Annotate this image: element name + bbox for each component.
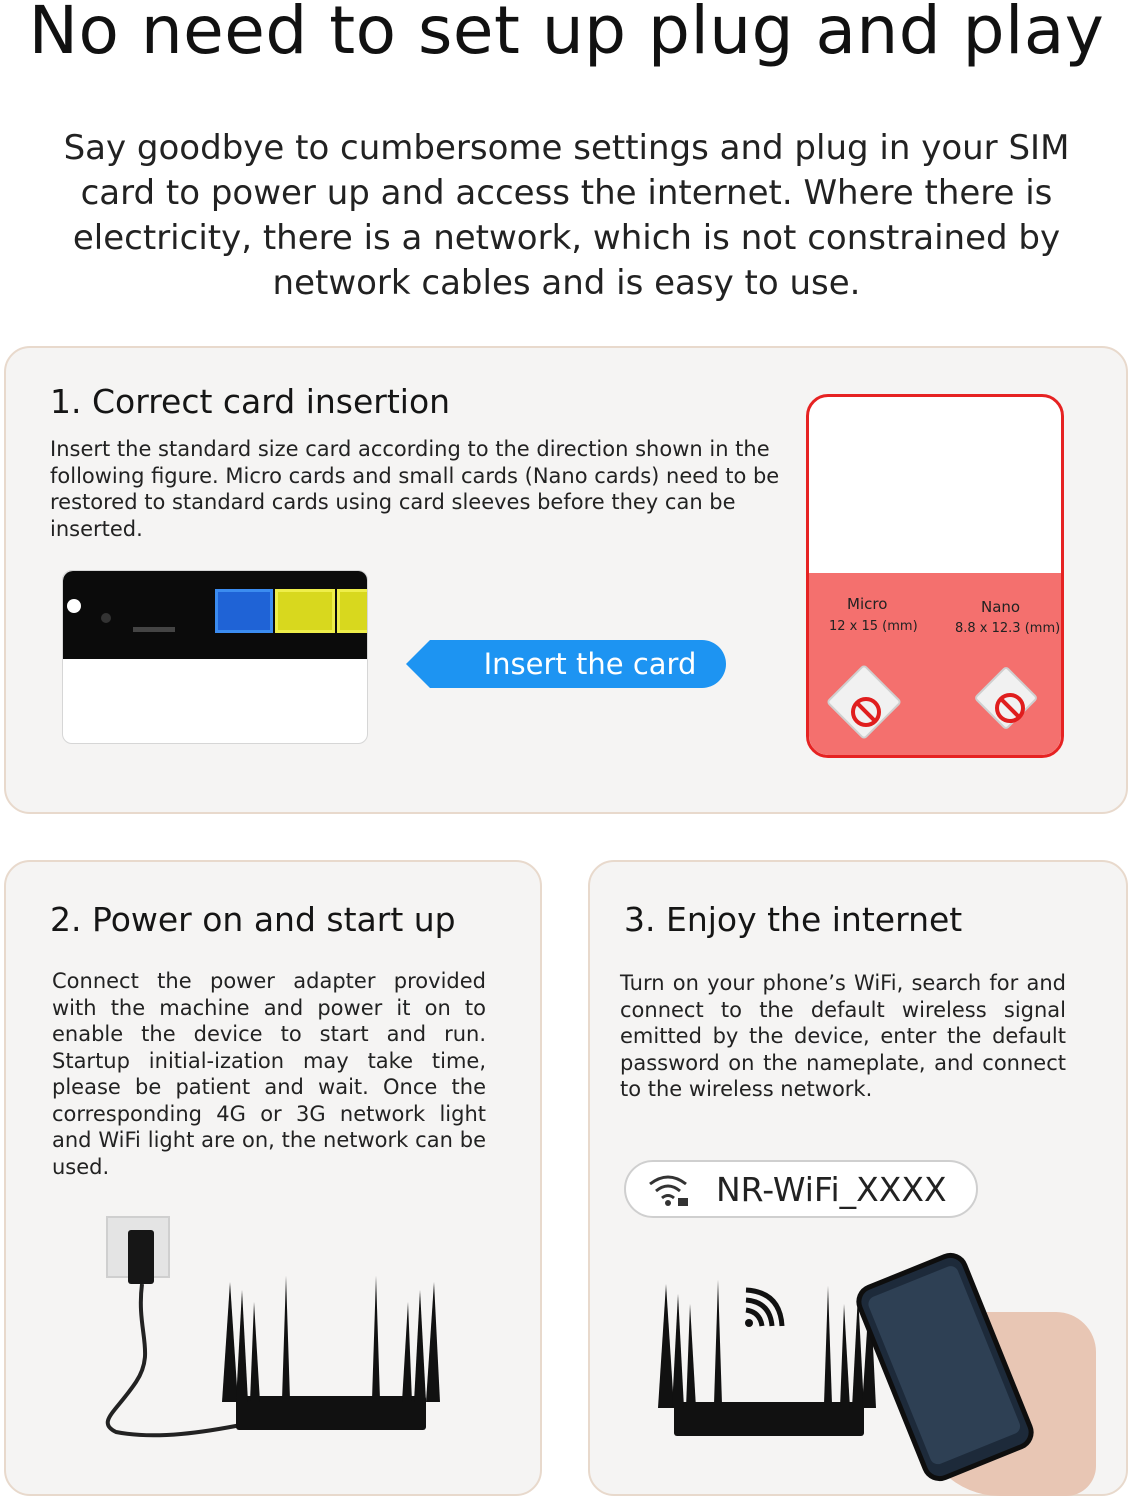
step1-panel bbox=[4, 346, 1128, 814]
wifi-lock-icon bbox=[646, 1172, 690, 1208]
sim-card-diagram bbox=[806, 394, 1064, 758]
wifi-signal-icon bbox=[740, 1280, 792, 1332]
step2-panel bbox=[4, 860, 542, 1496]
brand-logo-icon bbox=[67, 599, 81, 613]
micro-label: Micro bbox=[847, 595, 888, 613]
router-back-panel-image bbox=[62, 570, 368, 744]
nano-prohibited-icon bbox=[995, 693, 1025, 723]
micro-prohibited-icon bbox=[851, 697, 881, 727]
intro-text: Say goodbye to cumbersome settings and plug in your SIM card to power up and access the internet. Where there is electricity, there is a network, which is not constrained by network cables and is easy to use. bbox=[63, 128, 1070, 303]
wifi-network-item bbox=[624, 1160, 978, 1218]
step1-body: Insert the standard size card according to the direction shown in the following figure. Micro cards and small cards (Nano cards) need to be restored to standard cards using card sleeves before they can be inserted. bbox=[50, 437, 780, 541]
lan-port-yellow-2 bbox=[337, 589, 368, 633]
nano-label: Nano bbox=[981, 598, 1021, 616]
step3-panel bbox=[588, 860, 1128, 1496]
step2-title: 2. Power on and start up bbox=[50, 900, 456, 939]
lan-port-yellow bbox=[275, 589, 335, 633]
step2-body: Connect the power adapter provided with the machine and power it on to enable the device to start and run. Startup initial-ization may take time, please be patient and wait. Once the corresponding 4G or 3G network light and WiFi light are on, the network can be used. bbox=[52, 969, 486, 1179]
insert-card-arrow-label: Insert the card bbox=[430, 640, 726, 688]
nano-size: 8.8 x 12.3 (mm) bbox=[955, 621, 1061, 636]
router-with-cable-icon bbox=[96, 1272, 456, 1452]
step1-title: 1. Correct card insertion bbox=[50, 382, 451, 421]
sim-slot bbox=[133, 627, 175, 632]
lan-port-blue bbox=[215, 589, 273, 633]
page-headline: No need to set up plug and play bbox=[28, 0, 1105, 69]
step3-title: 3. Enjoy the internet bbox=[624, 900, 963, 939]
wifi-ssid: NR-WiFi_XXXX bbox=[716, 1170, 947, 1209]
step3-body: Turn on your phone’s WiFi, search for and connect to the default wireless signal emitted by the device, enter the default password on the nameplate, and connect to the wireless network. bbox=[620, 971, 1066, 1101]
micro-size: 12 x 15 (mm) bbox=[829, 619, 918, 634]
